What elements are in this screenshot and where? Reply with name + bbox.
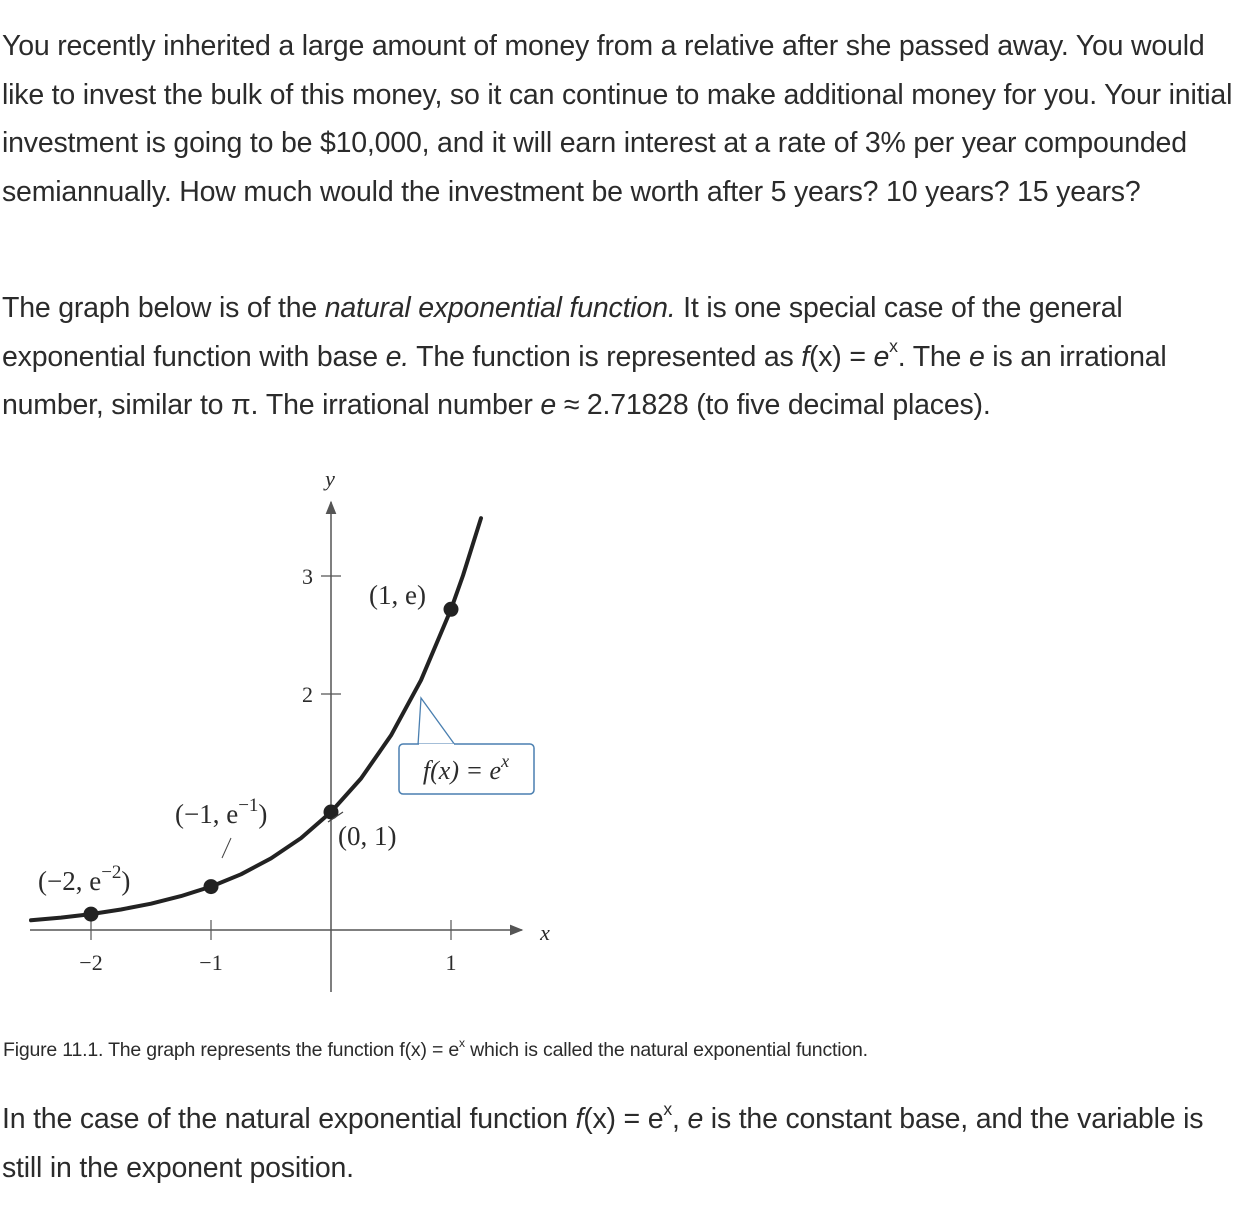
curve-series-line	[31, 518, 481, 920]
data-point	[84, 907, 99, 922]
y-tick-label: 2	[302, 682, 313, 707]
point-label: (−2, $e^{-2}$)	[38, 862, 131, 896]
x-tick-label: −2	[79, 950, 103, 975]
y-tick-label: 3	[302, 564, 313, 589]
point-label: (0, 1)	[338, 821, 397, 851]
data-point	[444, 602, 459, 617]
intro-paragraph: You recently inherited a large amount of money from a relative after she passed away. You would like to invest the bulk of this money, so it can continue to make additional money for you. Your initial investment is going to be $10,000, and it will earn interest at a rate of 3% per year compounded semiannually. How much would the investment be worth after 5 years? 10 years? 15 years?	[2, 30, 1233, 208]
definition-paragraph: The graph below is of the natural exponential function. It is one special case of the general exponential function with base e. The function is represented as $f(x) = e^x$. The e is an irrational number, similar to π. The irrational number e ≈ 2.71828 (to five decimal places).	[2, 292, 1167, 421]
closing-paragraph: In the case of the natural exponential function $f(x) = e^x$, e is the constant base, and the variable is still in the exponent position.	[2, 1098, 1204, 1184]
point-label: (1, e)	[369, 580, 426, 610]
data-point	[324, 805, 339, 820]
x-axis-label: x	[540, 920, 550, 945]
function-label: $f(x) = e^x$	[422, 751, 510, 785]
callout-pointer	[418, 698, 455, 745]
exponential-graph	[0, 455, 600, 1015]
data-point	[204, 879, 219, 894]
point-label: (−1, $e^{-1}$)	[175, 795, 268, 829]
chart-svg	[0, 455, 600, 1015]
figure-caption: Figure 11.1. The graph represents the function $f(x) = e^x$ which is called the natural exponential function.	[3, 1035, 868, 1061]
y-axis-label: y	[325, 466, 335, 491]
x-tick-label: −1	[199, 950, 223, 975]
leader-line-minus1	[222, 838, 231, 858]
x-tick-label: 1	[445, 950, 457, 975]
